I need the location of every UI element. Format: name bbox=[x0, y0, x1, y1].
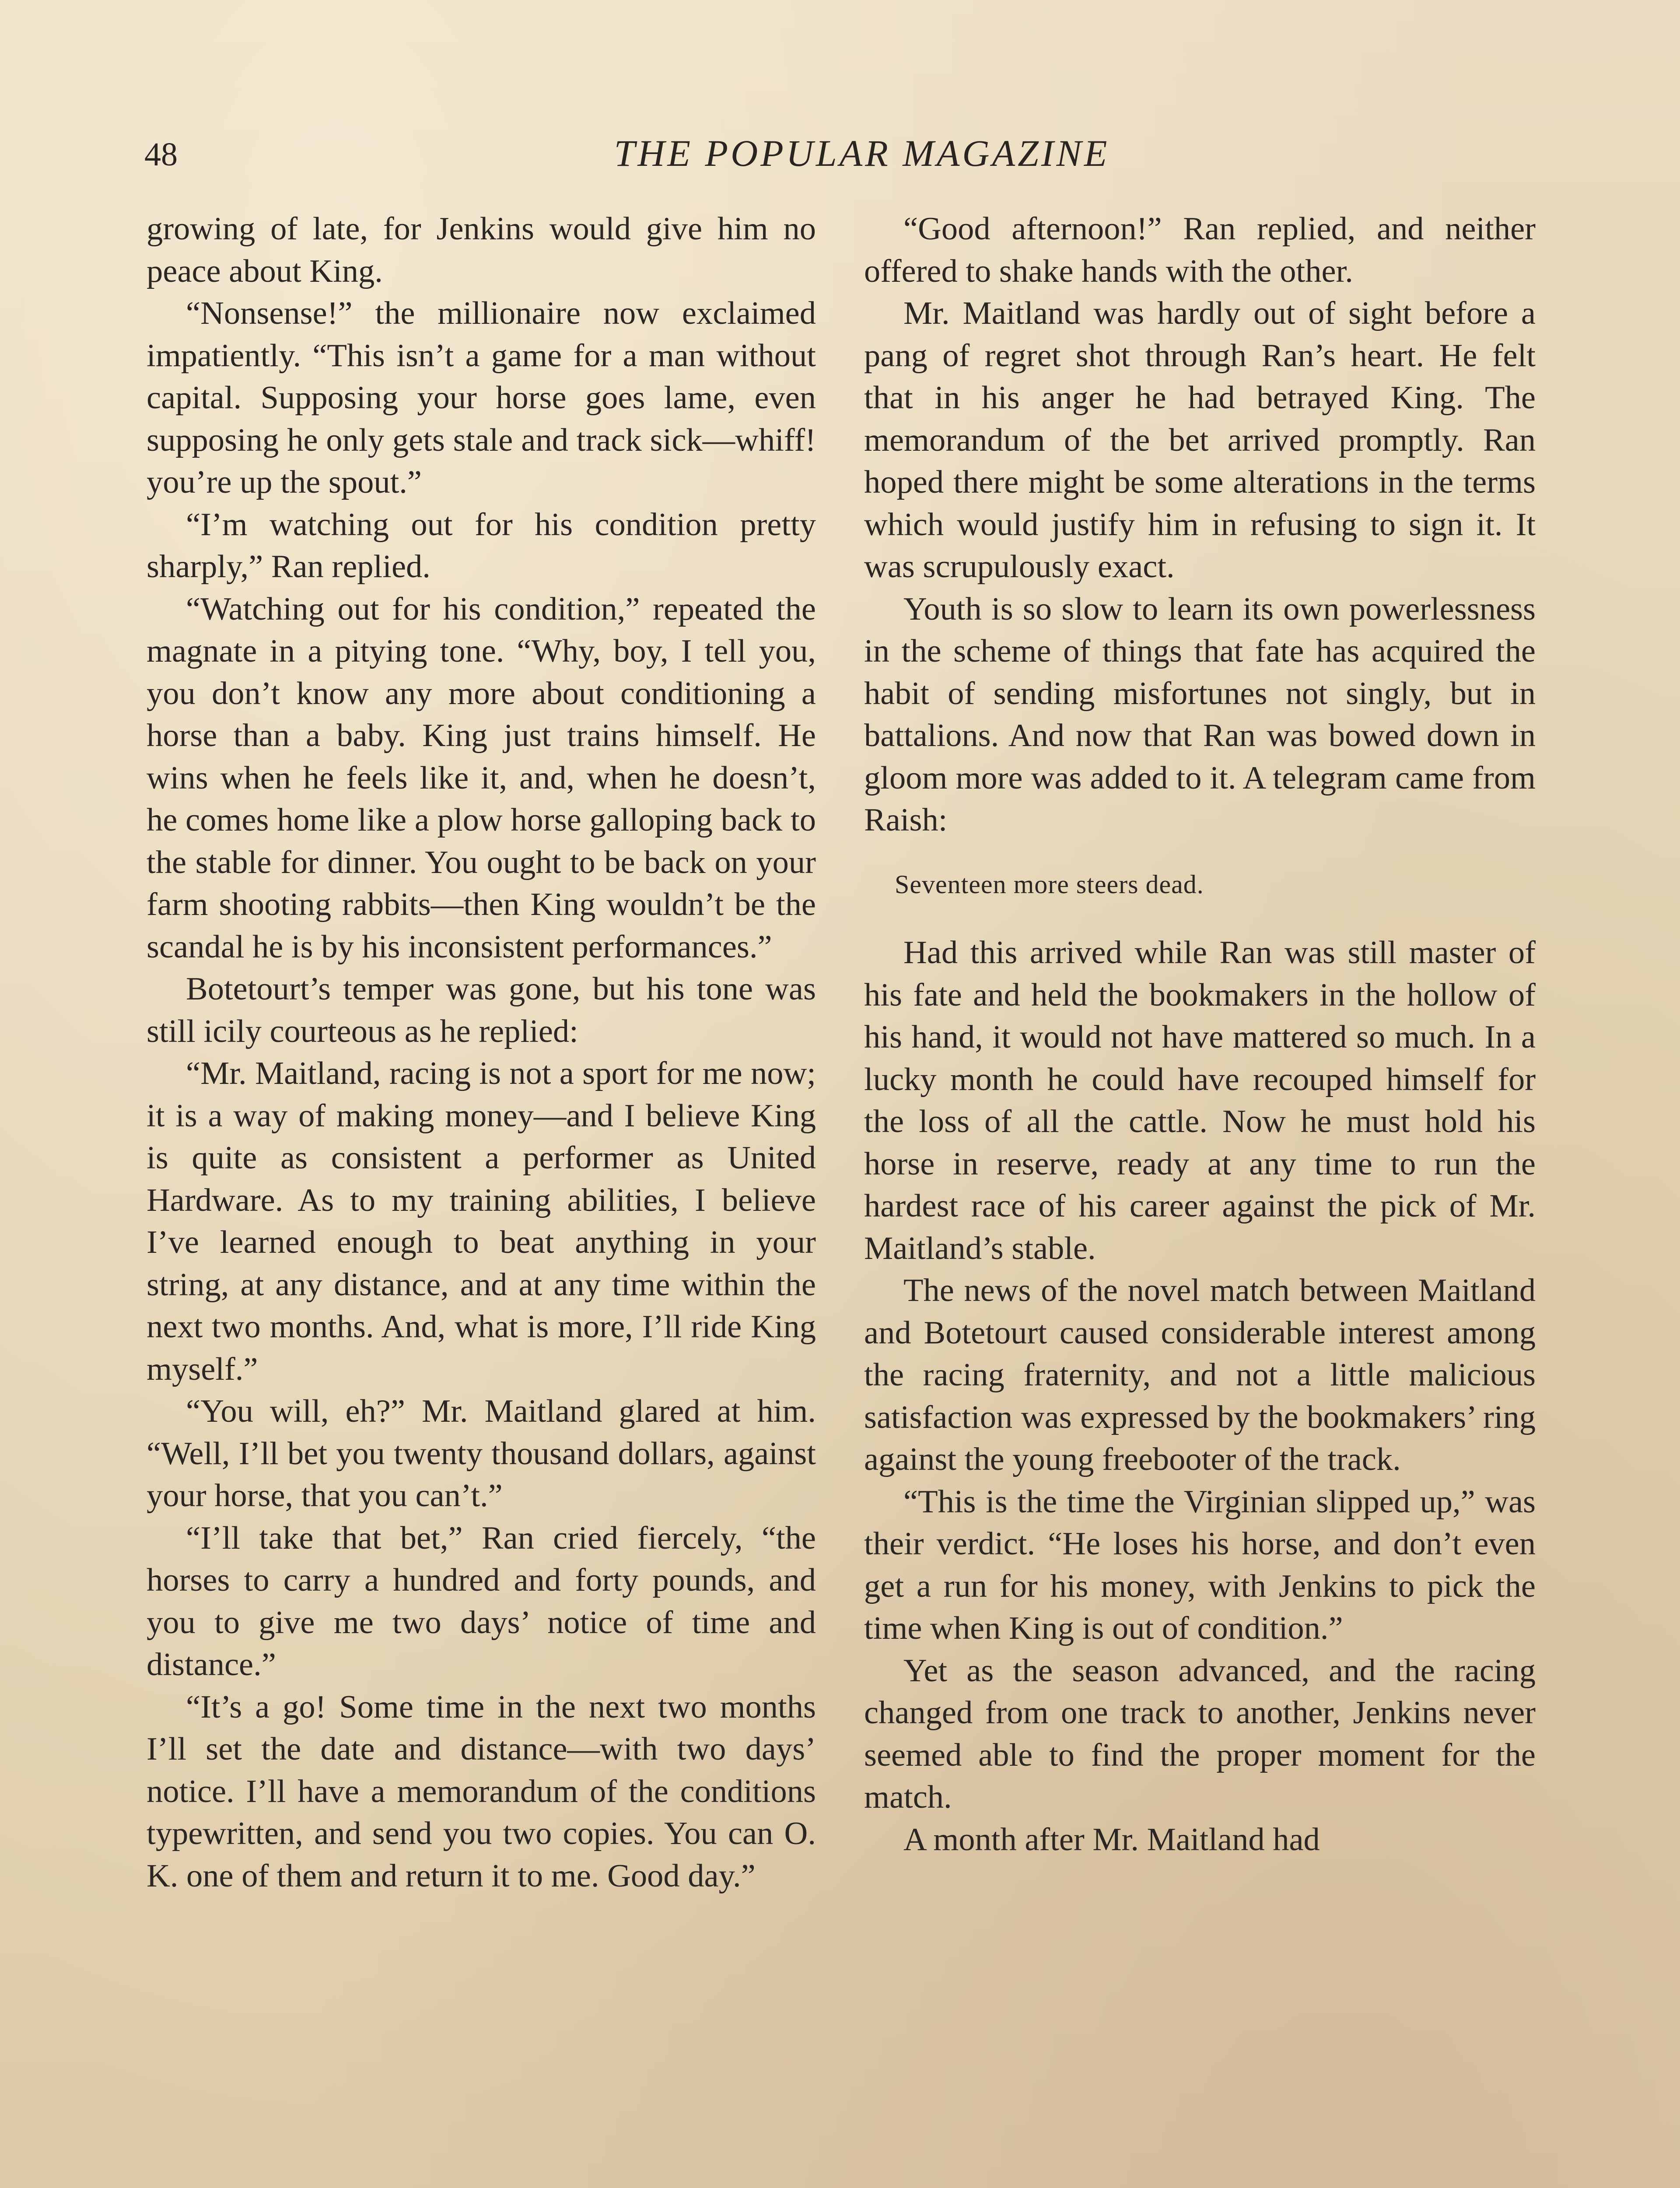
paragraph: “Mr. Maitland, racing is not a sport for me now; it is a way of making money—and I believe King is quite as consistent a performer as United Hardware. As to my training abilities, I believe I’ve learned enough to beat anything in your string, at any distance, and at any time within the next two months. And, what is more, I’ll ride King myself.” bbox=[147, 1055, 816, 1387]
paragraph: “Nonsense!” the millionaire now exclaimed impatiently. “This isn’t a game for a man without capital. Supposing your horse goes lame, even supposing he only gets stale and track sick—whiff! you’re up the spout.” bbox=[147, 295, 816, 500]
paragraph: Had this arrived while Ran was still master of his fate and held the bookmakers in the hollow of his hand, it would not have mattered so much. In a lucky month he could have recouped himself for the loss of all the cattle. Now he must hold his horse in reserve, ready at any time to run the hardest race of his career against the pick of Mr. Maitland’s stable. bbox=[864, 935, 1536, 1266]
paragraph: The news of the novel match between Maitland and Botetourt caused considerable interest among the racing fraternity, and not a little malicious satisfaction was expressed by the bookmakers’ ring against the young freebooter of the track. bbox=[864, 1273, 1536, 1477]
page-number: 48 bbox=[144, 136, 178, 173]
paragraph: growing of late, for Jenkins would give him no peace about King. bbox=[147, 211, 816, 289]
paragraph: “Good afternoon!” Ran replied, and neither offered to shake hands with the other. bbox=[864, 211, 1536, 289]
telegram-quote: Seventeen more steers dead. bbox=[895, 870, 1204, 899]
paragraph: Botetourt’s temper was gone, but his tone was still icily courteous as he replied: bbox=[147, 971, 816, 1049]
paragraph: A month after Mr. Maitland had bbox=[903, 1821, 1320, 1858]
paragraph: “You will, eh?” Mr. Maitland glared at him. “Well, I’ll bet you twenty thousand dollars, against your horse, that you can’t.” bbox=[147, 1393, 816, 1514]
paragraph: “I’m watching out for his condition pretty sharply,” Ran replied. bbox=[147, 506, 816, 585]
paragraph: Mr. Maitland was hardly out of sight before a pang of regret shot through Ran’s heart. He felt that in his anger he had betrayed King. The memorandum of the bet arrived promptly. Ran hoped there might be some alterations in the terms which would justify him in refusing to sign it. It was scrupulously exact. bbox=[864, 295, 1536, 585]
paragraph: “I’ll take that bet,” Ran cried fiercely, “the horses to carry a hundred and forty pounds, and you to give me two days’ notice of time and distance.” bbox=[147, 1520, 816, 1683]
paragraph: Youth is so slow to learn its own powerlessness in the scheme of things that fate has acquired the habit of sending misfortunes not singly, but in battalions. And now that Ran was bowed down in gloom more was added to it. A telegram came from Raish: bbox=[864, 591, 1536, 838]
right-column bbox=[864, 208, 1536, 1861]
paragraph: “It’s a go! Some time in the next two months I’ll set the date and distance—with two days’ notice. I’ll have a memorandum of the conditions typewritten, and send you two copies. You can O. K. one of them and return it to me. Good day.” bbox=[147, 1689, 816, 1894]
running-head: THE POPULAR MAGAZINE bbox=[614, 132, 1110, 174]
page-header bbox=[144, 131, 1579, 184]
paragraph: Yet as the season advanced, and the racing changed from one track to another, Jenkins never seemed able to find the proper moment for the match. bbox=[864, 1652, 1536, 1815]
paragraph: “Watching out for his condition,” repeated the magnate in a pitying tone. “Why, boy, I tell you, you don’t know any more about conditioning a horse than a baby. King just trains himself. He wins when he feels like it, and, when he doesn’t, he comes home like a plow horse galloping back to the stable for dinner. You ought to be back on your farm shooting rabbits—then King wouldn’t be the scandal he is by his inconsistent performances.” bbox=[147, 591, 816, 965]
paragraph: “This is the time the Virginian slipped up,” was their verdict. “He loses his horse, and don’t even get a run for his money, with Jenkins to pick the time when King is out of condition.” bbox=[864, 1483, 1536, 1646]
left-column bbox=[147, 208, 816, 1897]
